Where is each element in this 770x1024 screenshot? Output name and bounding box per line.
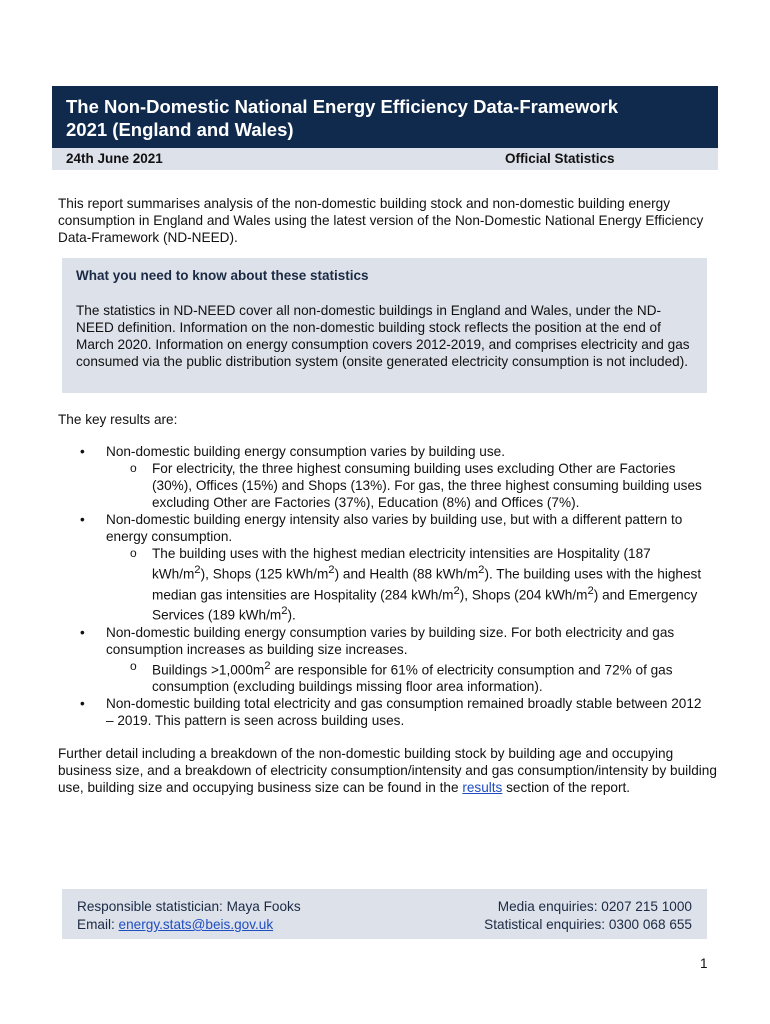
info-box-body: The statistics in ND-NEED cover all non-domestic buildings in England and Wales, under the ND-NEED definition. Information on the non-domestic building stock reflects the position at the end of March 2020. Information on energy consumption covers 2012-2019, and comprises electricity and gas consumed via the public distribution system (onsite generated electricity consumption is not included). — [76, 303, 690, 369]
footer-right — [484, 898, 692, 934]
date-bar — [52, 148, 718, 170]
superscript: 2 — [264, 659, 271, 672]
list-item — [60, 443, 710, 511]
further-text: Further detail including a breakdown of the non-domestic building stock by building age and occupying business size, and a breakdown of electricity consumption/intensity and gas consumption/intensity by building use, building size and occupying business size can be found in the — [58, 746, 717, 795]
sub-text: ). The building uses with the highest median gas intensities are Hospitality (284 kWh/m — [152, 566, 702, 603]
key-results-list — [60, 443, 710, 729]
sub-text: ) and Health (88 kWh/m — [334, 566, 479, 582]
title-banner — [52, 86, 718, 148]
email-line — [77, 916, 301, 934]
result-text: Non-domestic building energy intensity also varies by building use, but with a different pattern to energy consumption. — [106, 512, 683, 544]
email-label: Email: — [77, 917, 119, 932]
sub-text: Buildings >1,000m — [152, 662, 265, 678]
page-number: 1 — [700, 956, 708, 971]
publication-date: 24th June 2021 — [66, 151, 163, 166]
results-link[interactable]: results — [462, 780, 503, 795]
sub-text: ), Shops (125 kWh/m — [200, 566, 329, 582]
result-text: Non-domestic building total electricity and gas consumption remained broadly stable between 2012 – 2019. This pattern is seen across building uses. — [106, 696, 702, 729]
sub-list-item — [106, 658, 710, 696]
superscript: 2 — [478, 564, 485, 576]
sub-list — [106, 658, 710, 696]
info-box-heading: What you need to know about these statistics — [76, 268, 369, 283]
sub-list — [106, 545, 710, 624]
footer-left — [77, 898, 301, 934]
result-text: Non-domestic building energy consumption varies by building size. For both electricity and gas consumption increases as building size increases. — [106, 624, 675, 657]
superscript: 2 — [281, 605, 288, 618]
report-title-line-2: 2021 (England and Wales) — [66, 119, 294, 140]
media-enquiries: Media enquiries: 0207 215 1000 — [497, 899, 692, 914]
sub-text: ). — [287, 607, 296, 623]
statistical-enquiries: Statistical enquiries: 0300 068 655 — [484, 917, 692, 932]
report-title — [52, 86, 718, 141]
sub-text: The building uses with the highest median electricity intensities are Hospitality (187 kWh/m — [152, 546, 651, 582]
official-statistics-label: Official Statistics — [505, 151, 615, 166]
sub-list — [106, 460, 710, 511]
intro-paragraph: This report summarises analysis of the non-domestic building stock and non-domestic building energy consumption in England and Wales using the latest version of the Non-Domestic National Energy Efficiency Data-Framework (ND-NEED). — [58, 196, 704, 245]
superscript: 2 — [194, 564, 201, 576]
key-results-intro: The key results are: — [58, 412, 178, 427]
sub-list-item: o For electricity, the three highest consuming building uses excluding Other are Factories (30%), Offices (15%) and Shops (13%). For gas, the three highest consuming building uses excluding Other are Factories (37%), Education (8%) and Offices (7%). — [106, 460, 710, 511]
email-link[interactable]: energy.stats@beis.gov.uk — [118, 917, 274, 932]
superscript: 2 — [328, 564, 335, 576]
further-detail-paragraph — [58, 745, 718, 796]
sub-text: are responsible for 61% of electricity consumption and 72% of gas consumption (excluding buildings missing floor area information). — [152, 662, 673, 695]
list-item — [60, 695, 710, 729]
sub-text: ) and Emergency Services (189 kWh/m — [152, 587, 698, 623]
list-item — [60, 511, 710, 624]
list-item — [60, 624, 710, 696]
sub-list-item — [106, 545, 710, 624]
report-title-line-1: The Non-Domestic National Energy Efficiency Data-Framework — [66, 96, 619, 117]
result-text: Non-domestic building energy consumption varies by building use. — [106, 444, 505, 459]
further-text: section of the report. — [502, 780, 631, 795]
sub-text: ), Shops (204 kWh/m — [459, 587, 588, 603]
responsible-statistician: Responsible statistician: Maya Fooks — [77, 899, 301, 914]
superscript: 2 — [587, 584, 594, 597]
info-box — [62, 258, 707, 393]
superscript: 2 — [453, 584, 460, 597]
contact-footer — [62, 889, 707, 939]
